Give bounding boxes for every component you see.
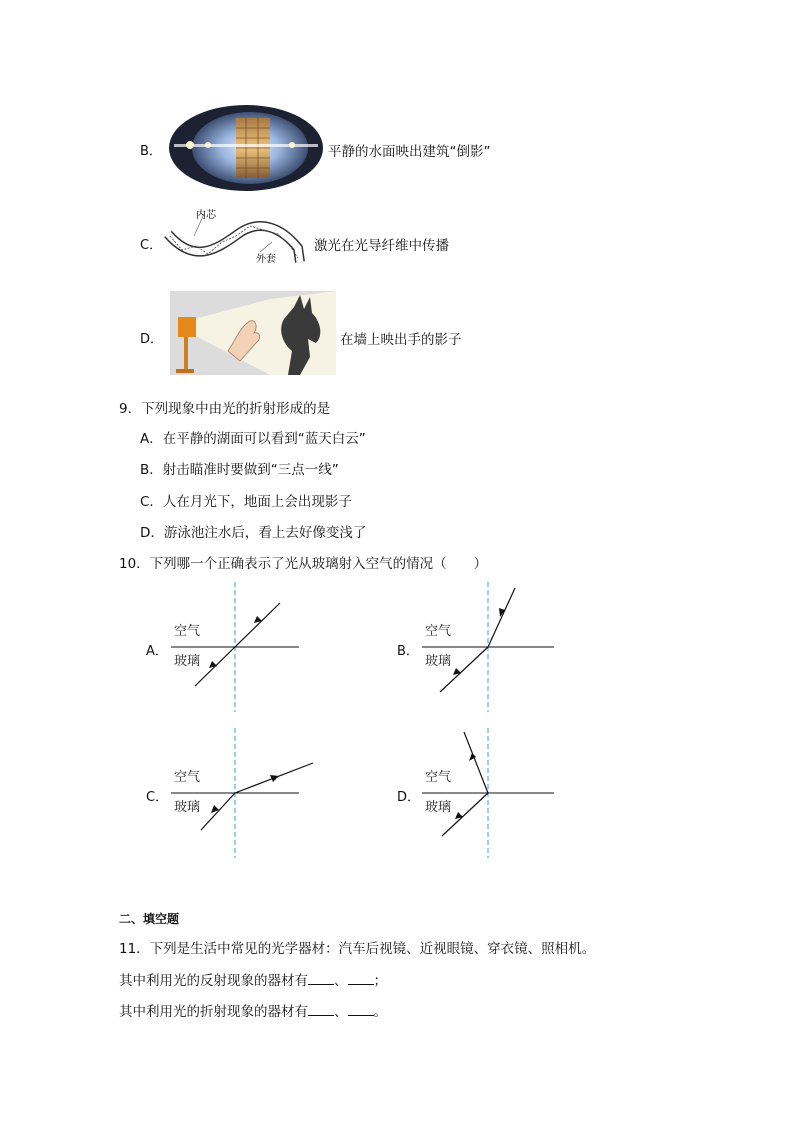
q10-diagram-c: [165, 726, 320, 861]
q11-line1-prefix: 其中利用光的反射现象的器材有: [119, 973, 308, 989]
q11-line-reflection: [119, 969, 387, 989]
q8-option-d-text: 在墙上映出手的影子: [340, 332, 462, 348]
q10-a-lower-label: 玻璃: [174, 654, 201, 669]
q11-blank-3[interactable]: [308, 1003, 334, 1016]
q11-line2-end: 。: [373, 1004, 387, 1020]
q9-option-d: D．游泳池注水后，看上去好像变浅了: [140, 525, 367, 541]
q8-option-d-letter: D．: [140, 332, 164, 347]
fiber-sheath-label: 外套: [256, 254, 276, 265]
building-reflection-image: [168, 104, 324, 196]
q10-d-upper-label: 空气: [425, 770, 452, 785]
section-2-title: 二、填空题: [119, 912, 180, 926]
q10-a-upper-label: 空气: [174, 624, 201, 639]
q8-option-c-letter: C．: [140, 238, 163, 253]
q11-blank-1[interactable]: [308, 972, 334, 985]
q10-b-lower-label: 玻璃: [425, 654, 452, 669]
q10-stem: 10．下列哪一个正确表示了光从玻璃射入空气的情况（ ）: [119, 556, 488, 572]
q10-diagram-a: [165, 580, 315, 715]
optical-fiber-diagram: [164, 206, 312, 278]
q8-option-b-text: 平静的水面映出建筑“倒影”: [328, 144, 491, 160]
q11-line1-end: ；: [373, 973, 387, 989]
q11-line2-prefix: 其中利用光的折射现象的器材有: [119, 1004, 308, 1020]
q8-option-c-text: 激光在光导纤维中传播: [314, 238, 449, 254]
q10-option-d-letter: D．: [397, 790, 421, 805]
q10-d-lower-label: 玻璃: [425, 800, 452, 815]
q9-option-c: C．人在月光下，地面上会出现影子: [140, 494, 352, 510]
hand-shadow-image: [170, 291, 336, 379]
q10-option-c-letter: C．: [146, 790, 169, 805]
q11-blank-2[interactable]: [348, 972, 374, 985]
q11-line-refraction: [119, 1000, 387, 1020]
q10-b-upper-label: 空气: [425, 624, 452, 639]
q10-option-a-letter: A．: [146, 644, 168, 659]
q9-stem: 9．下列现象中由光的折射形成的是: [119, 401, 331, 417]
q9-option-b: B．射击瞄准时要做到“三点一线”: [140, 462, 339, 478]
q10-c-upper-label: 空气: [174, 770, 201, 785]
q9-option-a: A．在平静的湖面可以看到“蓝天白云”: [140, 431, 366, 447]
q10-diagram-d: [416, 726, 566, 861]
q8-option-b-letter: B．: [140, 144, 162, 159]
q10-c-lower-label: 玻璃: [174, 800, 201, 815]
q11-stem: 11．下列是生活中常见的光学器材：汽车后视镜、近视眼镜、穿衣镜、照相机。: [119, 941, 596, 957]
q11-sep-2: 、: [334, 1004, 348, 1020]
fiber-core-label: 内芯: [196, 210, 216, 221]
q10-option-b-letter: B．: [397, 644, 419, 659]
q11-sep-1: 、: [334, 973, 348, 989]
q10-diagram-b: [416, 580, 566, 715]
q11-blank-4[interactable]: [348, 1003, 374, 1016]
